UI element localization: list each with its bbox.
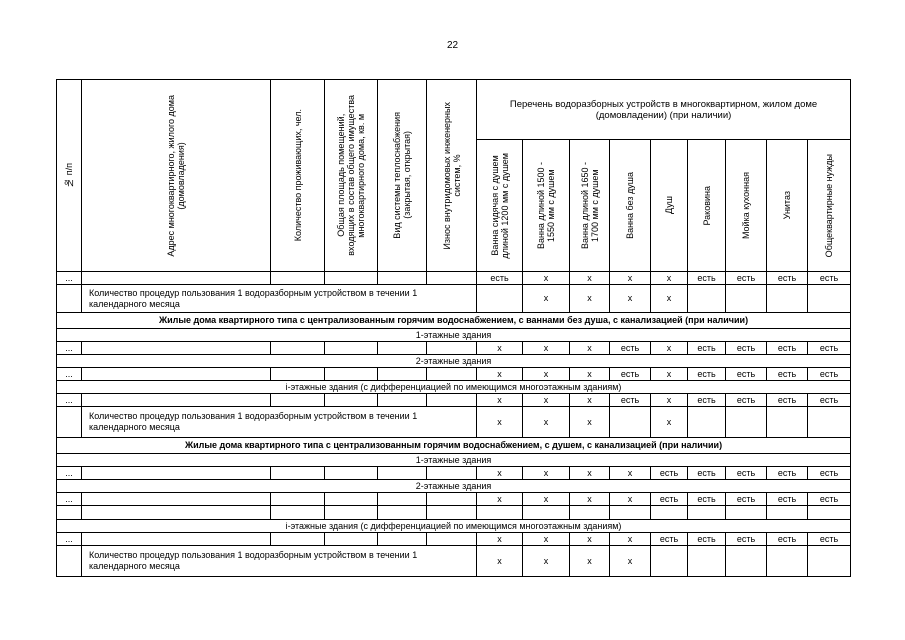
- col-header-residents: Количество проживающих, чел.: [271, 80, 325, 272]
- empty-cell: [378, 506, 427, 520]
- empty-cell: [82, 506, 271, 520]
- procedure-count-label: Количество процедур пользования 1 водоразборным устройством в течении 1 календарного месяца: [82, 407, 477, 438]
- device-value: х: [523, 467, 570, 480]
- device-value: есть: [688, 342, 726, 355]
- section-title: Жилые дома квартирного типа с централизованным горячим водоснабжением, с душем, с канализацией (при наличии): [57, 438, 851, 454]
- table-row: [57, 313, 851, 329]
- col-header-device: Мойка кухонная: [726, 140, 767, 272]
- device-value: х: [477, 467, 523, 480]
- device-value: [688, 546, 726, 577]
- col-header-device: Унитаз: [767, 140, 808, 272]
- empty-cell: [378, 394, 427, 407]
- empty-cell: [427, 533, 477, 546]
- empty-cell: [82, 394, 271, 407]
- empty-cell: [378, 272, 427, 285]
- col-header-device: Душ: [651, 140, 688, 272]
- empty-cell: [427, 394, 477, 407]
- device-value: есть: [767, 394, 808, 407]
- empty-cell: [271, 493, 325, 506]
- device-value: х: [570, 285, 610, 313]
- empty-cell: [82, 368, 271, 381]
- device-value: есть: [726, 533, 767, 546]
- device-value: есть: [808, 493, 851, 506]
- table-row: [57, 520, 851, 533]
- empty-cell: [82, 342, 271, 355]
- empty-cell: [325, 368, 378, 381]
- table-row: [57, 329, 851, 342]
- device-value: [726, 546, 767, 577]
- empty-cell: [271, 394, 325, 407]
- device-value: есть: [726, 272, 767, 285]
- device-value: [610, 407, 651, 438]
- device-value: есть: [688, 467, 726, 480]
- device-value: есть: [610, 342, 651, 355]
- device-value: х: [651, 407, 688, 438]
- empty-cell: [325, 533, 378, 546]
- empty-cell: [808, 506, 851, 520]
- device-value: х: [570, 368, 610, 381]
- device-value: х: [570, 407, 610, 438]
- empty-cell: [271, 467, 325, 480]
- device-value: есть: [808, 467, 851, 480]
- floors-label: i-этажные здания (с дифференциацией по имеющимся многоэтажным зданиям): [57, 520, 851, 533]
- table-row: [57, 407, 851, 438]
- col-header-device: Ванна длиной 1500 - 1550 мм с душем: [523, 140, 570, 272]
- empty-cell: [271, 533, 325, 546]
- device-value: х: [477, 493, 523, 506]
- empty-cell: [378, 368, 427, 381]
- device-value: [688, 285, 726, 313]
- device-value: х: [477, 407, 523, 438]
- table-row: [57, 381, 851, 394]
- empty-cell: [57, 407, 82, 438]
- empty-cell: [271, 506, 325, 520]
- device-value: есть: [767, 493, 808, 506]
- device-value: х: [523, 272, 570, 285]
- device-value: есть: [808, 342, 851, 355]
- device-value: есть: [688, 533, 726, 546]
- device-value: х: [570, 533, 610, 546]
- device-value: есть: [688, 272, 726, 285]
- col-header-area: Общая площадь помещений, входящих в состав общего имущества многоквартирного дома, кв. м: [325, 80, 378, 272]
- col-header-wear: Износ внутридомовых инженерных систем, %: [427, 80, 477, 272]
- empty-cell: [271, 368, 325, 381]
- table-row: [57, 438, 851, 454]
- empty-cell: [651, 506, 688, 520]
- device-value: х: [610, 285, 651, 313]
- device-value: х: [570, 546, 610, 577]
- device-value: [688, 407, 726, 438]
- device-value: [767, 285, 808, 313]
- device-value: есть: [688, 493, 726, 506]
- device-value: [767, 546, 808, 577]
- empty-cell: [767, 506, 808, 520]
- empty-cell: [427, 467, 477, 480]
- device-value: х: [570, 467, 610, 480]
- empty-cell: [57, 506, 82, 520]
- device-value: [651, 546, 688, 577]
- device-value: х: [651, 285, 688, 313]
- empty-cell: [610, 506, 651, 520]
- empty-cell: [82, 493, 271, 506]
- device-value: есть: [688, 368, 726, 381]
- device-value: х: [570, 342, 610, 355]
- table-row: [57, 506, 851, 520]
- device-value: х: [523, 368, 570, 381]
- empty-cell: [427, 493, 477, 506]
- empty-cell: [378, 493, 427, 506]
- device-value: х: [610, 493, 651, 506]
- empty-cell: [427, 368, 477, 381]
- device-value: есть: [726, 493, 767, 506]
- empty-cell: [82, 272, 271, 285]
- empty-cell: [325, 493, 378, 506]
- empty-cell: [325, 342, 378, 355]
- col-header-device: Ванна длиной 1650 - 1700 мм с душем: [570, 140, 610, 272]
- device-value: х: [651, 272, 688, 285]
- table-row: [57, 285, 851, 313]
- row-number: ...: [57, 342, 82, 355]
- empty-cell: [57, 546, 82, 577]
- device-value: х: [523, 533, 570, 546]
- device-value: есть: [808, 394, 851, 407]
- col-header-device: Ванна без душа: [610, 140, 651, 272]
- device-value: х: [523, 285, 570, 313]
- col-header-address: Адрес многоквартирного, жилого дома (домовладения): [82, 80, 271, 272]
- empty-cell: [477, 506, 523, 520]
- device-value: х: [651, 342, 688, 355]
- device-value: есть: [688, 394, 726, 407]
- device-value: есть: [767, 368, 808, 381]
- device-value: есть: [767, 533, 808, 546]
- device-value: [808, 546, 851, 577]
- device-value: [808, 407, 851, 438]
- table-row: [57, 533, 851, 546]
- floors-label: 1-этажные здания: [57, 329, 851, 342]
- procedure-count-label: Количество процедур пользования 1 водоразборным устройством в течении 1 календарного месяца: [82, 546, 477, 577]
- device-value: х: [570, 272, 610, 285]
- devices-header: Перечень водоразборных устройств в многоквартирном, жилом доме (домовладении) (при наличии): [477, 80, 851, 140]
- device-value: х: [477, 368, 523, 381]
- device-value: х: [523, 394, 570, 407]
- floors-label: i-этажные здания (с дифференциацией по имеющимся многоэтажным зданиям): [57, 381, 851, 394]
- floors-label: 1-этажные здания: [57, 454, 851, 467]
- row-number: ...: [57, 394, 82, 407]
- device-value: есть: [651, 493, 688, 506]
- device-value: х: [610, 533, 651, 546]
- device-value: есть: [477, 272, 523, 285]
- device-value: [767, 407, 808, 438]
- floors-label: 2-этажные здания: [57, 355, 851, 368]
- water-devices-table: [56, 79, 851, 577]
- empty-cell: [325, 394, 378, 407]
- device-value: есть: [767, 342, 808, 355]
- device-value: х: [523, 546, 570, 577]
- table-row: [57, 480, 851, 493]
- device-value: есть: [767, 467, 808, 480]
- table-row: [57, 394, 851, 407]
- device-value: х: [570, 493, 610, 506]
- col-header-heating: Вид системы теплоснабжения (закрытая, открытая): [378, 80, 427, 272]
- row-number: ...: [57, 493, 82, 506]
- device-value: х: [477, 533, 523, 546]
- empty-cell: [325, 506, 378, 520]
- table-row: [57, 368, 851, 381]
- device-value: х: [523, 342, 570, 355]
- row-number: ...: [57, 467, 82, 480]
- device-value: х: [610, 467, 651, 480]
- empty-cell: [427, 342, 477, 355]
- empty-cell: [82, 533, 271, 546]
- empty-cell: [427, 506, 477, 520]
- empty-cell: [325, 467, 378, 480]
- device-value: есть: [726, 368, 767, 381]
- empty-cell: [688, 506, 726, 520]
- empty-cell: [57, 285, 82, 313]
- device-value: есть: [726, 467, 767, 480]
- empty-cell: [271, 342, 325, 355]
- floors-label: 2-этажные здания: [57, 480, 851, 493]
- empty-cell: [82, 467, 271, 480]
- device-value: есть: [808, 272, 851, 285]
- empty-cell: [271, 272, 325, 285]
- table-row: [57, 467, 851, 480]
- device-value: есть: [726, 342, 767, 355]
- device-value: х: [570, 394, 610, 407]
- device-value: [726, 407, 767, 438]
- table-row: [57, 546, 851, 577]
- table-row: [57, 493, 851, 506]
- device-value: х: [610, 546, 651, 577]
- empty-cell: [427, 272, 477, 285]
- device-value: х: [651, 368, 688, 381]
- device-value: есть: [610, 394, 651, 407]
- device-value: [477, 285, 523, 313]
- empty-cell: [523, 506, 570, 520]
- table-row: [57, 342, 851, 355]
- empty-cell: [378, 467, 427, 480]
- device-value: есть: [651, 467, 688, 480]
- device-value: х: [477, 546, 523, 577]
- row-number: ...: [57, 368, 82, 381]
- table-row: [57, 272, 851, 285]
- device-value: [726, 285, 767, 313]
- section-title: Жилые дома квартирного типа с централизованным горячим водоснабжением, с ваннами без душа, с канализацией (при наличии): [57, 313, 851, 329]
- empty-cell: [325, 272, 378, 285]
- device-value: х: [651, 394, 688, 407]
- device-value: есть: [808, 533, 851, 546]
- row-number: ...: [57, 272, 82, 285]
- row-number: ...: [57, 533, 82, 546]
- empty-cell: [378, 342, 427, 355]
- table-row: [57, 454, 851, 467]
- table-row: [57, 355, 851, 368]
- procedure-count-label: Количество процедур пользования 1 водоразборным устройством в течении 1 календарного месяца: [82, 285, 477, 313]
- device-value: [808, 285, 851, 313]
- device-value: х: [477, 394, 523, 407]
- col-header-device: Раковина: [688, 140, 726, 272]
- device-value: х: [610, 272, 651, 285]
- device-value: х: [477, 342, 523, 355]
- device-value: х: [523, 407, 570, 438]
- col-header-device: Ванна сидячая с душем длиной 1200 мм с душем: [477, 140, 523, 272]
- device-value: есть: [808, 368, 851, 381]
- empty-cell: [570, 506, 610, 520]
- device-value: х: [523, 493, 570, 506]
- device-value: есть: [767, 272, 808, 285]
- empty-cell: [378, 533, 427, 546]
- device-value: есть: [726, 394, 767, 407]
- col-header-number: № п/п: [57, 80, 82, 272]
- col-header-device: Общеквартирные нужды: [808, 140, 851, 272]
- empty-cell: [726, 506, 767, 520]
- page-number: 22: [446, 40, 459, 51]
- device-value: есть: [610, 368, 651, 381]
- device-value: есть: [651, 533, 688, 546]
